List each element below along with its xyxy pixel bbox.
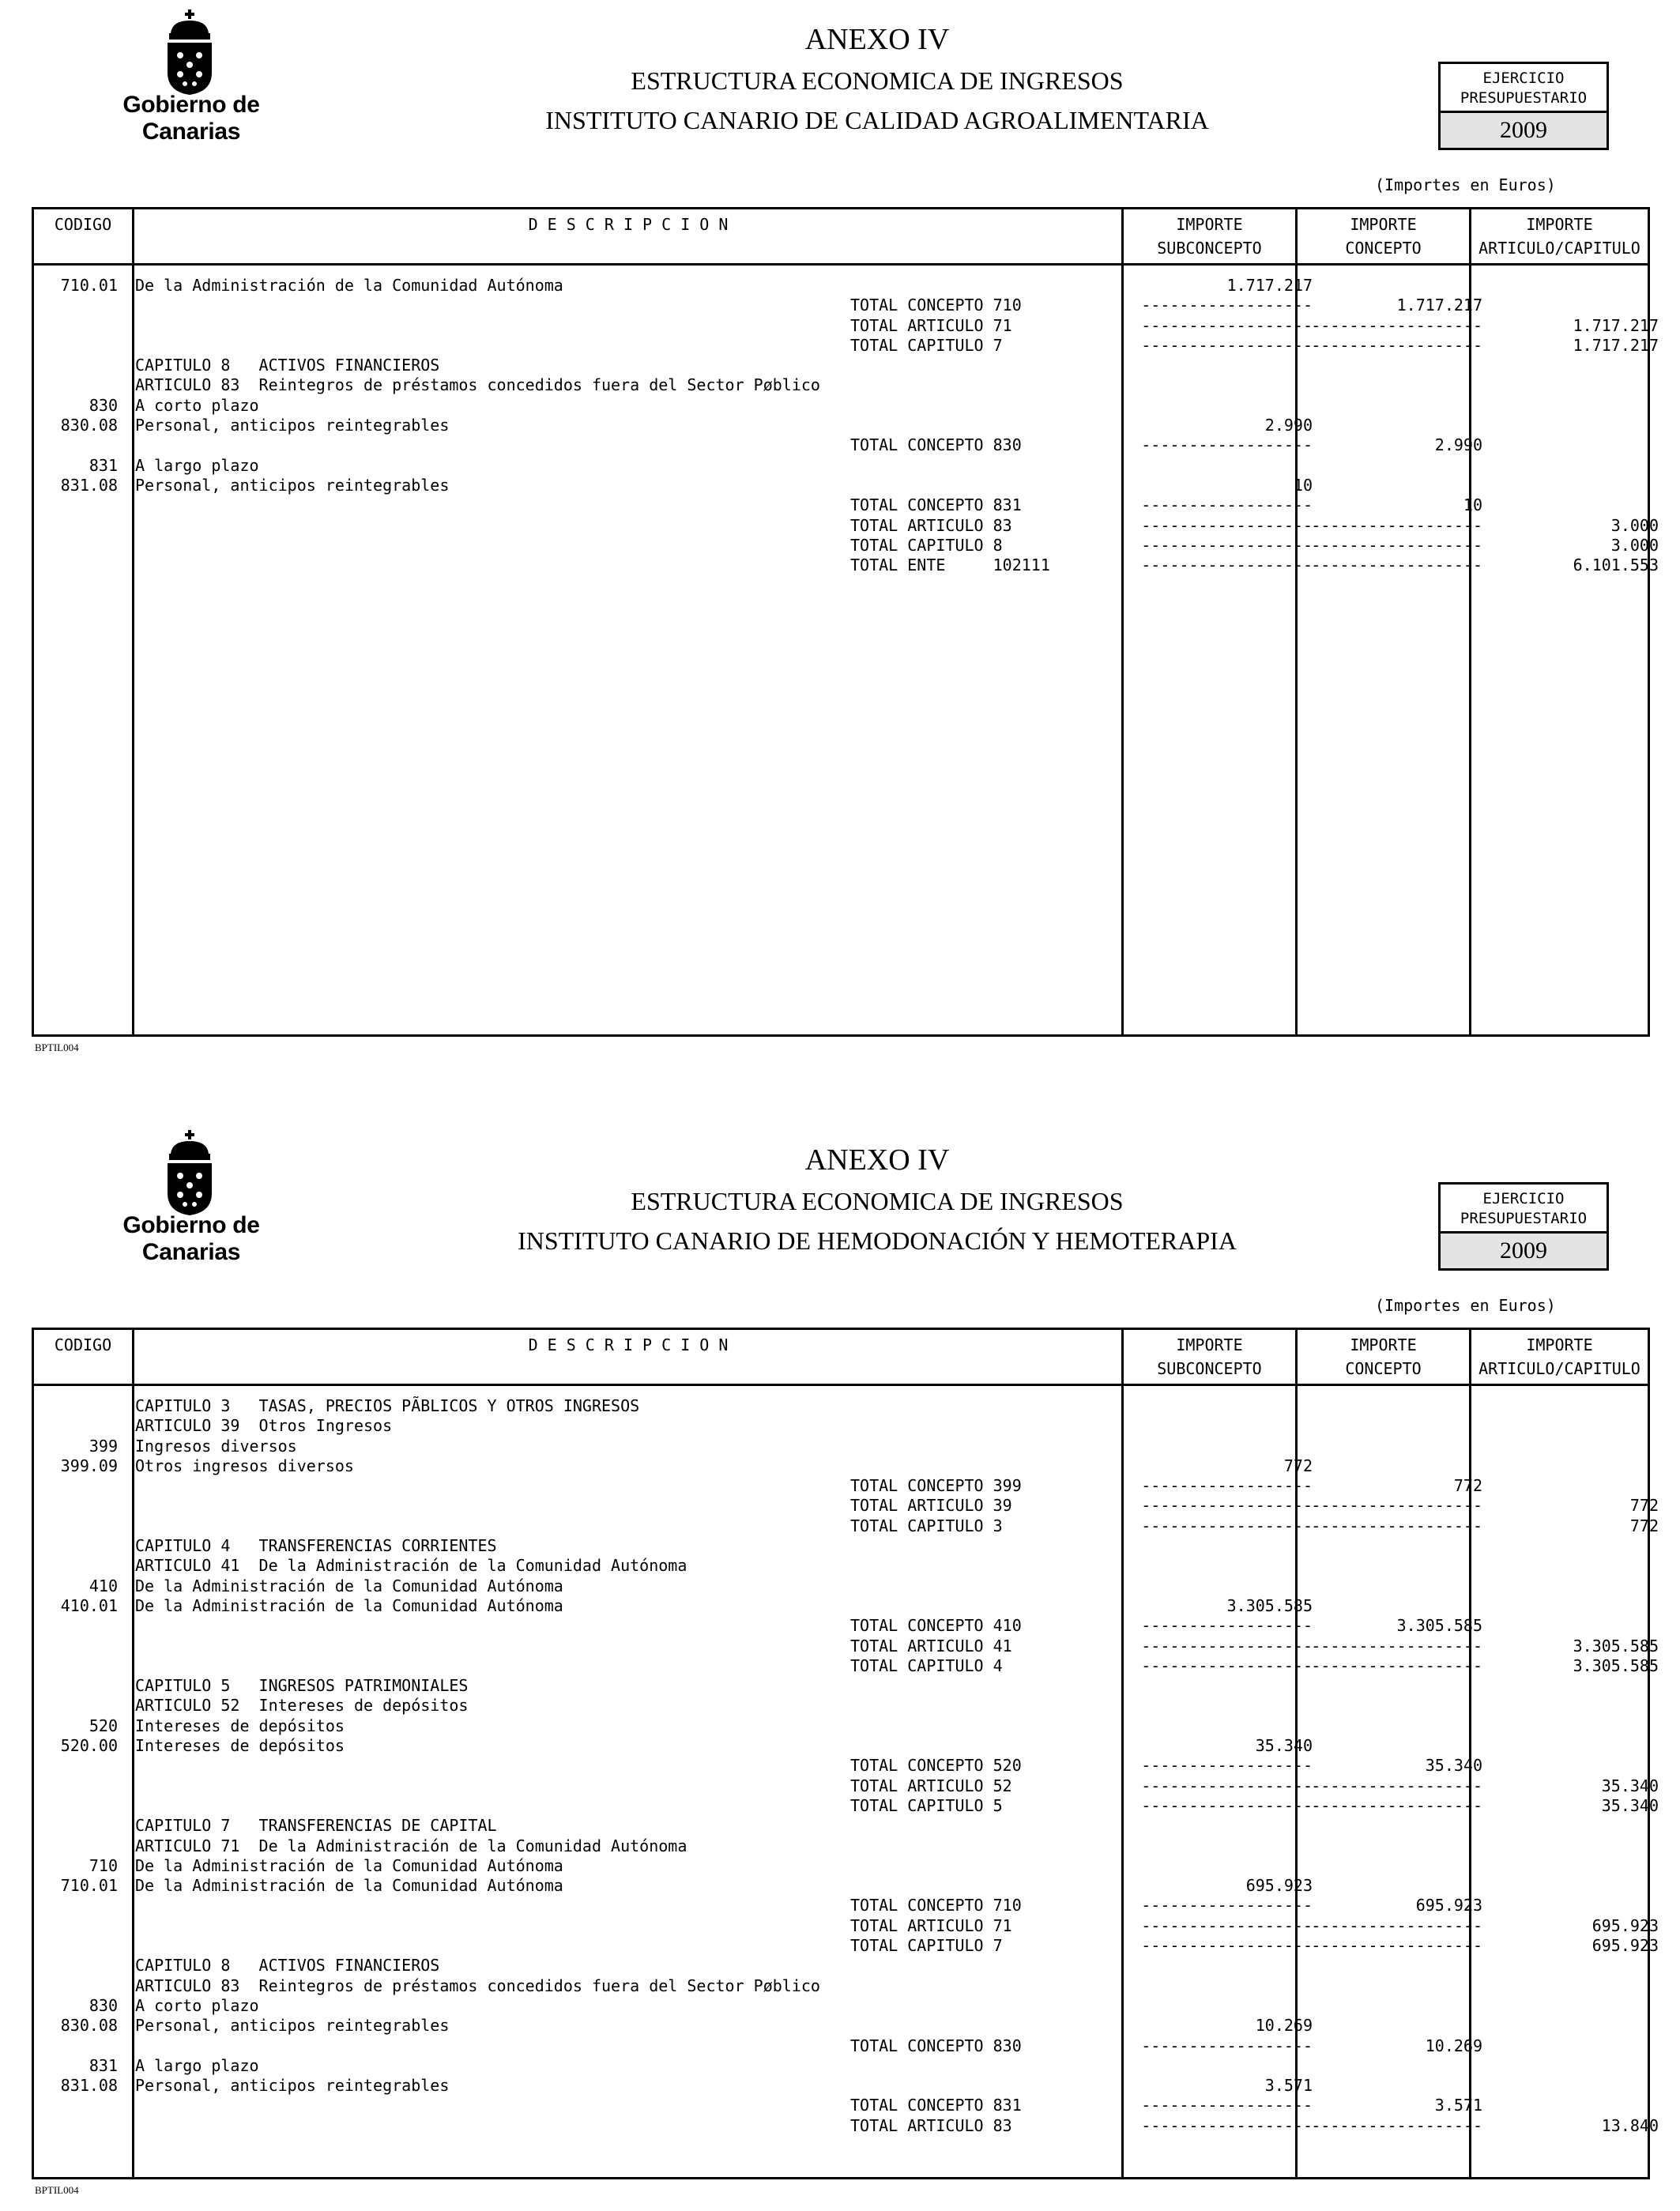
table-row xyxy=(34,1896,1648,1915)
table-row xyxy=(34,2036,1648,2056)
table-row xyxy=(34,1516,1659,1536)
table-row xyxy=(34,315,1659,336)
table-row xyxy=(34,2115,1659,2136)
header-descripcion: D E S C R I P C I O N xyxy=(528,215,729,234)
table-row xyxy=(34,296,1648,315)
row-description: ARTICULO 71 De la Administración de la Comunidad Autónoma xyxy=(135,1836,687,1855)
row-description: CAPITULO 3 TASAS, PRECIOS PÃBLICOS Y OTROS INGRESOS xyxy=(135,1396,640,1415)
table-row xyxy=(34,1437,1648,1456)
table-row xyxy=(34,1856,1648,1876)
row-total-label: TOTAL CONCEPTO 831 xyxy=(850,495,1022,515)
footer-code: BPTIL004 xyxy=(35,2184,79,2196)
row-code: 830.08 xyxy=(60,416,118,435)
row-code: 830 xyxy=(89,395,118,415)
row-total-label: TOTAL ARTICULO 39 xyxy=(850,1496,1012,1516)
row-description: ARTICULO 52 Intereses de depósitos xyxy=(135,1696,469,1716)
budget-table xyxy=(32,1328,1659,2179)
table-row xyxy=(34,1536,1648,1556)
row-importe-subconcepto: ------------------ xyxy=(1141,1655,1313,1675)
row-description: A corto plazo xyxy=(135,1995,259,2015)
row-importe-subconcepto: ------------------ xyxy=(1141,435,1313,455)
table-row xyxy=(34,1736,1648,1756)
importes-note: (Importes en Euros) xyxy=(1375,175,1556,194)
row-importe-subconcepto: ------------------ xyxy=(1141,296,1313,315)
row-importe-subconcepto: 35.340 xyxy=(1255,1736,1313,1756)
annex-title: ANEXO IV xyxy=(804,23,950,56)
row-importe-concepto: ------------------ xyxy=(1311,315,1482,335)
table-row xyxy=(34,1696,1648,1716)
table-row xyxy=(34,1915,1659,1936)
row-importe-concepto: ------------------ xyxy=(1311,1516,1482,1535)
row-importe-concepto: 695.923 xyxy=(1415,1896,1482,1915)
importes-note: (Importes en Euros) xyxy=(1375,1296,1556,1315)
row-importe-concepto: 2.990 xyxy=(1434,435,1482,455)
row-total-label: TOTAL ARTICULO 83 xyxy=(850,515,1012,535)
row-importe-subconcepto: 772 xyxy=(1283,1456,1313,1475)
row-importe-subconcepto: ------------------ xyxy=(1141,1795,1313,1815)
row-description: A largo plazo xyxy=(135,2055,259,2075)
row-importe-concepto: ------------------ xyxy=(1311,535,1482,555)
logo-text: Gobierno de Canarias xyxy=(122,92,260,145)
row-importe-concepto: 1.717.217 xyxy=(1396,296,1482,315)
row-importe-concepto: ------------------ xyxy=(1311,1915,1482,1935)
row-importe-subconcepto: 1.717.217 xyxy=(1226,276,1313,295)
row-description: De la Administración de la Comunidad Autónoma xyxy=(135,1876,563,1896)
row-total-label: TOTAL CAPITULO 3 xyxy=(850,1516,1003,1535)
row-importe-subconcepto: ------------------ xyxy=(1141,535,1313,555)
table-row xyxy=(34,1836,1648,1856)
table-row xyxy=(34,1756,1648,1776)
table-body xyxy=(34,1396,1659,2136)
row-importe-subconcepto: ------------------ xyxy=(1141,1616,1313,1636)
row-code: 831 xyxy=(89,2055,118,2075)
table-row xyxy=(34,356,1648,375)
row-total-label: TOTAL ARTICULO 52 xyxy=(850,1776,1012,1795)
row-total-label: TOTAL CAPITULO 7 xyxy=(850,1936,1003,1956)
row-total-label: TOTAL ARTICULO 71 xyxy=(850,1915,1012,1935)
row-description: A corto plazo xyxy=(135,395,259,415)
row-importe-subconcepto: ------------------ xyxy=(1141,495,1313,515)
row-total-label: TOTAL CONCEPTO 830 xyxy=(850,2036,1022,2055)
table-row xyxy=(34,476,1648,495)
table-row xyxy=(34,1576,1648,1596)
row-importe-concepto: 772 xyxy=(1453,1476,1482,1496)
row-importe-articulo: 13.840 xyxy=(1601,2115,1659,2135)
row-description: Intereses de depósitos xyxy=(135,1736,345,1756)
ejercicio-label: EJERCICIO PRESUPUESTARIO xyxy=(1441,1185,1607,1234)
row-description: Personal, anticipos reintegrables xyxy=(135,475,450,495)
row-importe-subconcepto: 3.571 xyxy=(1264,2076,1313,2096)
row-importe-subconcepto: ------------------ xyxy=(1141,1776,1313,1795)
row-description: CAPITULO 4 TRANSFERENCIAS CORRIENTES xyxy=(135,1536,497,1556)
row-importe-articulo: 6.101.553 xyxy=(1573,556,1659,575)
row-description: ARTICULO 41 De la Administración de la Comunidad Autónoma xyxy=(135,1556,687,1576)
row-code: 399.09 xyxy=(60,1456,118,1475)
row-importe-subconcepto: ------------------ xyxy=(1141,1936,1313,1956)
row-description: CAPITULO 8 ACTIVOS FINANCIEROS xyxy=(135,1956,440,1976)
header-codigo: CODIGO xyxy=(54,215,112,234)
table-row xyxy=(34,1716,1648,1736)
header-divider xyxy=(34,263,1648,266)
table-row xyxy=(34,1496,1659,1516)
row-description: Intereses de depósitos xyxy=(135,1716,345,1735)
row-importe-concepto: 3.571 xyxy=(1434,2096,1482,2115)
row-description: De la Administración de la Comunidad Autónoma xyxy=(135,1855,563,1875)
row-code: 830 xyxy=(89,1995,118,2015)
table-row xyxy=(34,416,1648,435)
row-code: 410 xyxy=(89,1576,118,1595)
row-importe-concepto: ------------------ xyxy=(1311,515,1482,535)
ejercicio-box xyxy=(1438,1182,1609,1271)
header-divider xyxy=(34,1384,1648,1386)
document-page-2 xyxy=(0,1121,1680,2211)
row-description: CAPITULO 8 ACTIVOS FINANCIEROS xyxy=(135,356,440,375)
logo-text: Gobierno de Canarias xyxy=(122,1212,260,1265)
table-row xyxy=(34,2076,1648,2096)
table-row xyxy=(34,456,1648,476)
header-subconcepto: IMPORTE SUBCONCEPTO xyxy=(1157,215,1262,258)
budget-table xyxy=(32,207,1659,1037)
row-code: 831.08 xyxy=(60,2076,118,2096)
table-row xyxy=(34,495,1648,515)
row-description: Personal, anticipos reintegrables xyxy=(135,2016,450,2036)
table-row xyxy=(34,1476,1648,1496)
row-importe-concepto: 3.305.585 xyxy=(1396,1616,1482,1636)
row-importe-articulo: 35.340 xyxy=(1601,1776,1659,1795)
row-description: De la Administración de la Comunidad Autónoma xyxy=(135,276,563,295)
row-importe-subconcepto: ------------------ xyxy=(1141,1636,1313,1655)
table-row xyxy=(34,1936,1659,1956)
row-importe-articulo: 1.717.217 xyxy=(1573,335,1659,355)
row-importe-concepto: ------------------ xyxy=(1311,556,1482,575)
row-description: ARTICULO 39 Otros Ingresos xyxy=(135,1416,393,1436)
annex-title: ANEXO IV xyxy=(804,1143,950,1177)
table-row xyxy=(34,1795,1659,1816)
row-importe-subconcepto: 695.923 xyxy=(1245,1876,1313,1896)
table-row xyxy=(34,1396,1648,1416)
table-row xyxy=(34,1956,1648,1976)
row-importe-concepto: ------------------ xyxy=(1311,335,1482,355)
table-row xyxy=(34,535,1659,556)
row-description: Otros ingresos diversos xyxy=(135,1456,354,1475)
row-importe-concepto: ------------------ xyxy=(1311,2115,1482,2135)
table-body xyxy=(34,276,1659,575)
crest-icon xyxy=(164,9,215,96)
document-page-1 xyxy=(0,0,1680,1090)
header-concepto: IMPORTE CONCEPTO xyxy=(1345,1335,1422,1378)
row-importe-subconcepto: ------------------ xyxy=(1141,556,1313,575)
row-total-label: TOTAL CONCEPTO 399 xyxy=(850,1476,1022,1496)
row-total-label: TOTAL CONCEPTO 520 xyxy=(850,1756,1022,1776)
row-importe-subconcepto: ------------------ xyxy=(1141,335,1313,355)
header-subconcepto: IMPORTE SUBCONCEPTO xyxy=(1157,1335,1262,1378)
header-codigo: CODIGO xyxy=(54,1335,112,1354)
table-row xyxy=(34,1416,1648,1436)
row-importe-concepto: ------------------ xyxy=(1311,1776,1482,1795)
header-concepto: IMPORTE CONCEPTO xyxy=(1345,215,1422,258)
table-row xyxy=(34,1636,1659,1656)
row-total-label: TOTAL ARTICULO 71 xyxy=(850,315,1012,335)
table-row xyxy=(34,1596,1648,1616)
row-total-label: TOTAL CONCEPTO 710 xyxy=(850,1896,1022,1915)
row-importe-subconcepto: ------------------ xyxy=(1141,2096,1313,2115)
row-importe-articulo: 3.000 xyxy=(1610,535,1659,555)
row-total-label: TOTAL ARTICULO 83 xyxy=(850,2115,1012,2135)
row-code: 399 xyxy=(89,1436,118,1456)
row-importe-articulo: 772 xyxy=(1629,1496,1659,1516)
table-row xyxy=(34,1655,1659,1676)
row-importe-subconcepto: 10.269 xyxy=(1255,2016,1313,2036)
table-row xyxy=(34,1876,1648,1896)
ejercicio-box xyxy=(1438,62,1609,150)
row-code: 520.00 xyxy=(60,1736,118,1756)
table-row xyxy=(34,1996,1648,2016)
row-importe-concepto: 35.340 xyxy=(1425,1756,1482,1776)
row-code: 710 xyxy=(89,1855,118,1875)
gobierno-de-canarias-logo xyxy=(73,9,310,145)
table-row xyxy=(34,2096,1648,2115)
structure-title: ESTRUCTURA ECONOMICA DE INGRESOS xyxy=(631,1187,1124,1215)
row-code: 410.01 xyxy=(60,1595,118,1615)
row-importe-articulo: 3.305.585 xyxy=(1573,1636,1659,1655)
ejercicio-year: 2009 xyxy=(1441,1234,1607,1268)
row-importe-subconcepto: ------------------ xyxy=(1141,515,1313,535)
row-importe-articulo: 772 xyxy=(1629,1516,1659,1535)
row-importe-concepto: ------------------ xyxy=(1311,1936,1482,1956)
row-total-label: TOTAL CONCEPTO 831 xyxy=(850,2096,1022,2115)
row-total-label: TOTAL CAPITULO 7 xyxy=(850,335,1003,355)
table-row xyxy=(34,2056,1648,2076)
ejercicio-year: 2009 xyxy=(1441,113,1607,148)
row-description: ARTICULO 83 Reintegros de préstamos concedidos fuera del Sector Pøblico xyxy=(135,375,820,395)
table-row xyxy=(34,1976,1648,1996)
row-importe-subconcepto: ------------------ xyxy=(1141,1756,1313,1776)
row-total-label: TOTAL CONCEPTO 830 xyxy=(850,435,1022,455)
row-importe-subconcepto: ------------------ xyxy=(1141,2115,1313,2135)
row-code: 830.08 xyxy=(60,2016,118,2036)
table-row xyxy=(34,515,1659,536)
row-code: 831.08 xyxy=(60,475,118,495)
row-description: CAPITULO 5 INGRESOS PATRIMONIALES xyxy=(135,1676,469,1696)
row-code: 710.01 xyxy=(60,276,118,295)
structure-title: ESTRUCTURA ECONOMICA DE INGRESOS xyxy=(631,66,1124,95)
row-importe-subconcepto: ------------------ xyxy=(1141,1915,1313,1935)
table-row xyxy=(34,1676,1648,1696)
row-importe-subconcepto: ------------------ xyxy=(1141,1496,1313,1516)
row-description: De la Administración de la Comunidad Autónoma xyxy=(135,1595,563,1615)
row-code: 831 xyxy=(89,455,118,475)
row-description: Ingresos diversos xyxy=(135,1436,297,1456)
table-row xyxy=(34,556,1659,575)
row-importe-articulo: 3.305.585 xyxy=(1573,1655,1659,1675)
row-total-label: TOTAL CAPITULO 4 xyxy=(850,1655,1003,1675)
table-row xyxy=(34,1456,1648,1476)
row-importe-subconcepto: ------------------ xyxy=(1141,315,1313,335)
row-total-label: TOTAL CAPITULO 8 xyxy=(850,535,1003,555)
row-total-label: TOTAL CONCEPTO 710 xyxy=(850,296,1022,315)
table-row xyxy=(34,375,1648,395)
table-row xyxy=(34,335,1659,356)
row-importe-subconcepto: ------------------ xyxy=(1141,1896,1313,1915)
row-importe-articulo: 695.923 xyxy=(1591,1936,1659,1956)
row-code: 520 xyxy=(89,1716,118,1735)
table-row xyxy=(34,1776,1659,1796)
row-importe-subconcepto: 10 xyxy=(1293,475,1313,495)
row-importe-subconcepto: 2.990 xyxy=(1264,416,1313,435)
table-row xyxy=(34,1816,1648,1836)
table-row xyxy=(34,1556,1648,1576)
row-total-label: TOTAL ARTICULO 41 xyxy=(850,1636,1012,1655)
header-articulo-capitulo: IMPORTE ARTICULO/CAPITULO xyxy=(1478,215,1640,258)
header-articulo-capitulo: IMPORTE ARTICULO/CAPITULO xyxy=(1478,1335,1640,1378)
row-description: Personal, anticipos reintegrables xyxy=(135,416,450,435)
crest-icon xyxy=(164,1130,215,1217)
table-row xyxy=(34,435,1648,455)
row-description: A largo plazo xyxy=(135,455,259,475)
row-importe-articulo: 3.000 xyxy=(1610,515,1659,535)
footer-code: BPTIL004 xyxy=(35,1041,79,1053)
row-importe-articulo: 35.340 xyxy=(1601,1795,1659,1815)
row-importe-concepto: ------------------ xyxy=(1311,1636,1482,1655)
row-total-label: TOTAL CAPITULO 5 xyxy=(850,1795,1003,1815)
row-importe-subconcepto: 3.305.585 xyxy=(1226,1595,1313,1615)
row-importe-concepto: 10.269 xyxy=(1425,2036,1482,2055)
table-row xyxy=(34,1616,1648,1636)
row-importe-subconcepto: ------------------ xyxy=(1141,1516,1313,1535)
row-description: CAPITULO 7 TRANSFERENCIAS DE CAPITAL xyxy=(135,1816,497,1836)
table-row xyxy=(34,276,1648,296)
row-importe-articulo: 1.717.217 xyxy=(1573,315,1659,335)
table-row xyxy=(34,396,1648,416)
institute-title: INSTITUTO CANARIO DE CALIDAD AGROALIMENTARIA xyxy=(545,106,1209,134)
table-row xyxy=(34,2016,1648,2036)
header-descripcion: D E S C R I P C I O N xyxy=(528,1335,729,1354)
row-code: 710.01 xyxy=(60,1876,118,1896)
row-description: De la Administración de la Comunidad Autónoma xyxy=(135,1576,563,1595)
row-importe-articulo: 695.923 xyxy=(1591,1915,1659,1935)
ejercicio-label: EJERCICIO PRESUPUESTARIO xyxy=(1441,64,1607,113)
row-importe-concepto: ------------------ xyxy=(1311,1655,1482,1675)
row-description: Personal, anticipos reintegrables xyxy=(135,2076,450,2096)
row-total-label: TOTAL ENTE 102111 xyxy=(850,556,1050,575)
row-total-label: TOTAL CONCEPTO 410 xyxy=(850,1616,1022,1636)
row-importe-concepto: ------------------ xyxy=(1311,1496,1482,1516)
row-importe-subconcepto: ------------------ xyxy=(1141,2036,1313,2055)
row-importe-concepto: 10 xyxy=(1463,495,1482,515)
row-description: ARTICULO 83 Reintegros de préstamos concedidos fuera del Sector Pøblico xyxy=(135,1976,820,1995)
gobierno-de-canarias-logo xyxy=(73,1130,310,1265)
row-importe-concepto: ------------------ xyxy=(1311,1795,1482,1815)
institute-title: INSTITUTO CANARIO DE HEMODONACIÓN Y HEMOTERAPIA xyxy=(518,1226,1237,1255)
row-importe-subconcepto: ------------------ xyxy=(1141,1476,1313,1496)
